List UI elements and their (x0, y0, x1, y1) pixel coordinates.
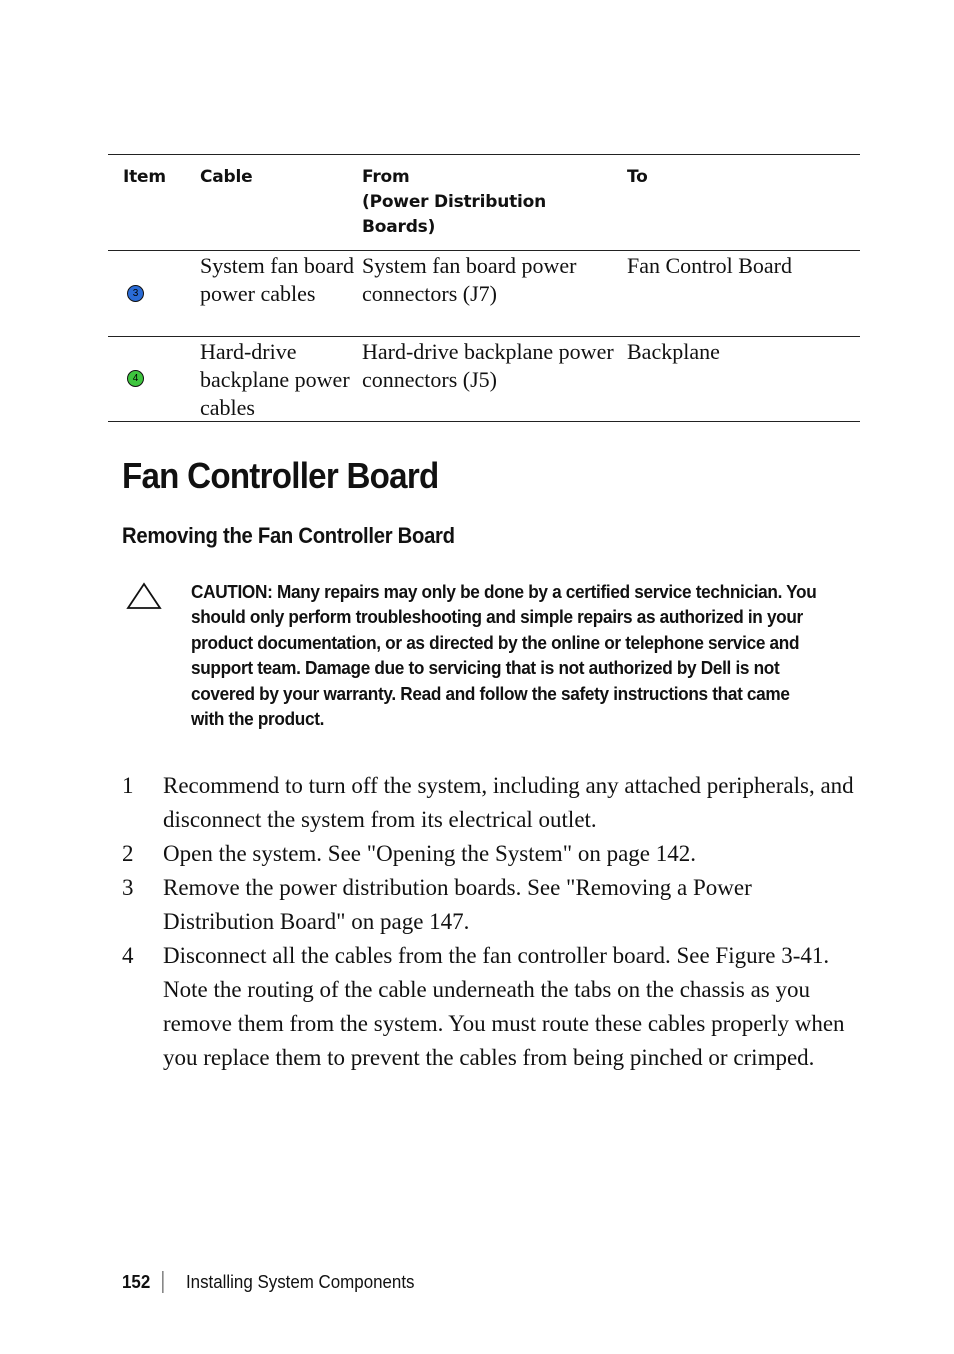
item-cell (108, 251, 200, 336)
page-number: 152 (122, 1271, 151, 1292)
step-text: Open the system. See "Opening the System" on page 142. (163, 841, 696, 866)
cable-table (108, 154, 860, 422)
procedure-steps (122, 769, 862, 1075)
to-cell: Backplane (627, 339, 720, 364)
cable-cell: Hard-drive backplane power cables (200, 339, 350, 420)
from-cell: Hard-drive backplane power connectors (J5) (362, 339, 614, 392)
item-badge-icon: 3 (127, 285, 144, 302)
step-text: Remove the power distribution boards. See "Removing a Power Distribution Board" on page 147. (163, 875, 752, 934)
item-cell (108, 337, 200, 422)
footer-divider (162, 1271, 163, 1293)
table-header (108, 155, 860, 251)
header-item: Item (123, 167, 166, 187)
step-number: 3 (122, 875, 134, 900)
list-item (122, 871, 862, 939)
header-from: From (Power Distribution Boards) (362, 167, 547, 237)
caution-note: CAUTION: Many repairs may only be done by a certified service technician. You should only perform troubleshooting and simple repairs as authorized in your product documentation, or as directed by the online or telephone service and support team. Damage due to servicing that is not authorized by Dell is not covered by your warranty. Read and follow the safety instructions that came with the product. (191, 581, 817, 730)
step-number: 1 (122, 773, 134, 798)
step-text: Recommend to turn off the system, including any attached peripherals, and disconnect the system from its electrical outlet. (163, 773, 854, 832)
list-item (122, 837, 862, 871)
to-cell: Fan Control Board (627, 253, 792, 278)
chapter-title: Installing System Components (185, 1271, 415, 1292)
step-number: 2 (122, 841, 134, 866)
section-title: Fan Controller Board (122, 455, 439, 496)
from-cell: System fan board power connectors (J7) (362, 253, 577, 306)
step-number: 4 (122, 943, 134, 968)
table-row (108, 251, 860, 337)
cable-cell: System fan board power cables (200, 253, 354, 306)
page-footer (122, 1271, 415, 1293)
warning-triangle-icon (126, 582, 162, 610)
table-row (108, 337, 860, 422)
list-item (122, 939, 862, 1075)
subsection-title: Removing the Fan Controller Board (122, 523, 455, 548)
list-item (122, 769, 862, 837)
header-cable: Cable (200, 167, 253, 187)
item-badge-icon: 4 (127, 370, 144, 387)
header-to: To (627, 167, 648, 187)
step-text: Disconnect all the cables from the fan controller board. See Figure 3-41. Note the routing of the cable underneath the tabs on the chassis as you remove them from the system. You must route these cables properly when you replace them to prevent the cables from being pinched or crimped. (163, 943, 845, 1070)
